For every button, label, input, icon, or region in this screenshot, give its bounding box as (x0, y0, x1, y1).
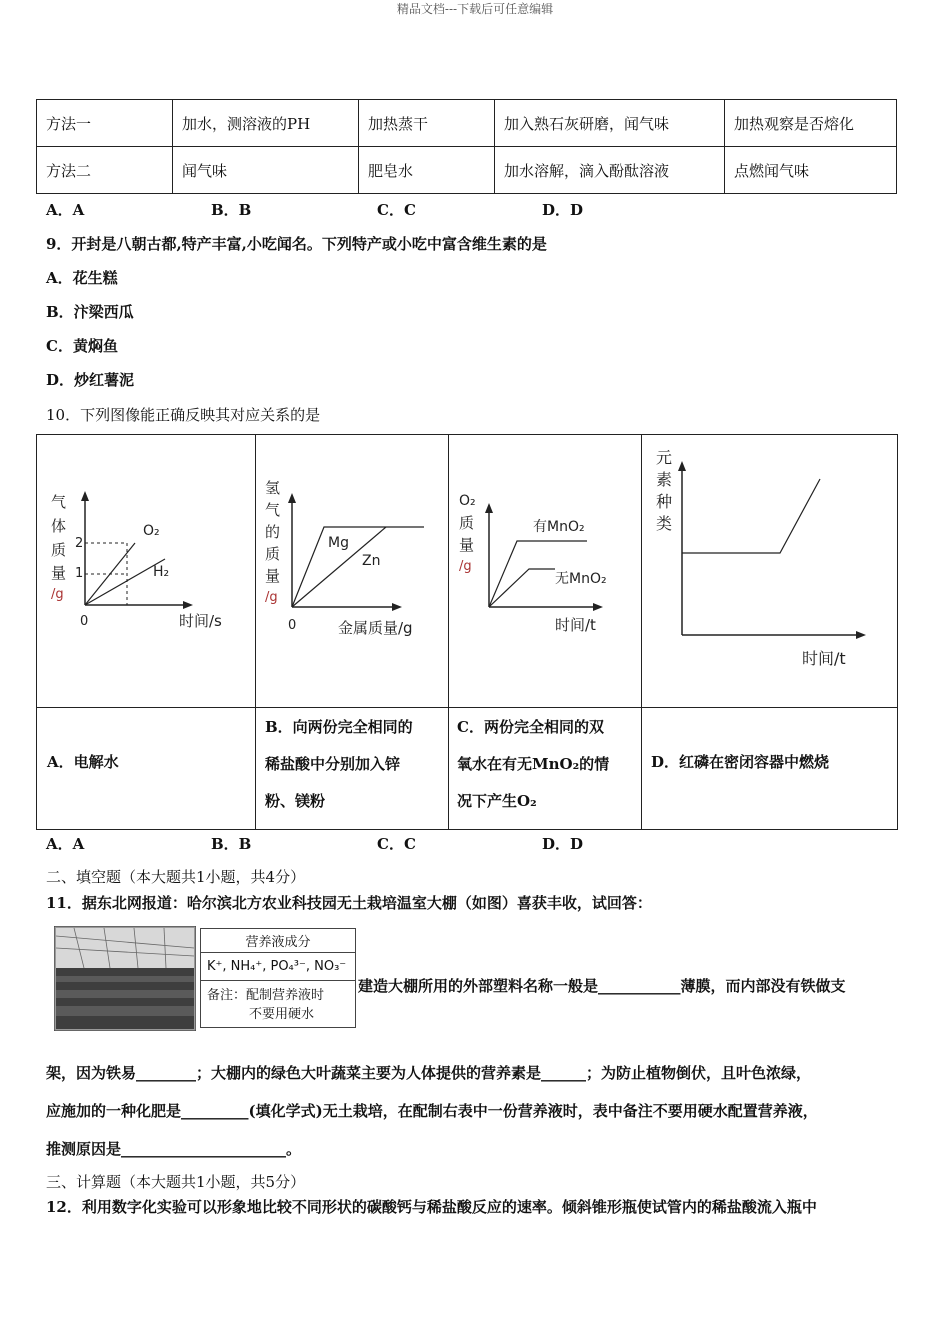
q9-option-c: C．黄焖鱼 (46, 337, 118, 355)
question-11-stem: 11．据东北网报道：哈尔滨北方农业科技园无土栽培温室大棚（如图）喜获丰收，试回答： (46, 894, 652, 912)
answer-option: D．D (542, 201, 584, 219)
chart-c-series-label: 有MnO₂ (533, 519, 585, 535)
table-cell: 方法一 (37, 100, 173, 147)
chart-b-ylabel: 气 (265, 501, 281, 519)
q11-line-1: 建造大棚所用的外部塑料名称一般是___________薄膜，而内部没有铁做支 (358, 977, 846, 995)
caption-line: B．向两份完全相同的 (265, 718, 413, 736)
chart-a-series-label: H₂ (153, 564, 170, 580)
question-10-stem: 10．下列图像能正确反映其对应关系的是 (46, 406, 321, 424)
table-cell: 加热蒸干 (359, 100, 495, 147)
caption-a: A．电解水 (47, 753, 119, 771)
chart-d-ylabel: 种 (656, 492, 673, 511)
q9-option-a: A．花生糕 (46, 269, 118, 287)
chart-a-line-h2 (85, 559, 165, 605)
chart-a-ylabel: 体 (51, 517, 67, 535)
chart-b-ylabel: 氢 (265, 479, 281, 497)
nutrient-title: 营养液成分 (201, 929, 355, 953)
answer-option: D．D (542, 835, 584, 853)
table-cell: 闻气味 (173, 147, 359, 194)
q11-line-2: 架，因为铁易________；大棚内的绿色大叶蔬菜主要为人体提供的营养素是______；为防止植物倒伏，且叶色浓绿， (46, 1064, 812, 1082)
chart-c-line-without-mno2 (489, 569, 555, 607)
chart-d-line (682, 479, 820, 553)
caption-b (265, 709, 413, 820)
q9-option-b: B．汴梁西瓜 (46, 303, 134, 321)
chart-b-origin: 0 (288, 618, 297, 633)
answer-option: B．B (211, 201, 252, 219)
greenhouse-photo (54, 926, 196, 1031)
table-row (37, 147, 897, 194)
caption-line: 氧水在有无MnO₂的情 (457, 755, 610, 773)
section-3-title: 三、计算题（本大题共1小题，共5分） (46, 1173, 306, 1191)
chart-c-series-label: 无MnO₂ (555, 571, 607, 587)
page-header: 精品文档---下载后可任意编辑 (396, 2, 554, 16)
answer-option: B．B (211, 835, 252, 853)
answer-option: C．C (377, 835, 416, 853)
chart-a-ylabel: 质 (51, 541, 67, 559)
answer-option: A．A (46, 201, 85, 219)
chart-b-ylabel: /g (265, 590, 278, 605)
chart-b-series-label: Mg (328, 535, 349, 551)
chart-b-line-mg (292, 527, 424, 607)
caption-line: 稀盐酸中分别加入锌 (265, 755, 401, 773)
question-9-stem: 9．开封是八朝古都,特产丰富,小吃闻名。下列特产或小吃中富含维生素的是 (46, 235, 547, 253)
section-2-title: 二、填空题（本大题共1小题，共4分） (46, 868, 306, 886)
chart-a-ylabel: /g (51, 587, 64, 602)
chart-a (37, 435, 255, 707)
chart-b-ylabel: 质 (265, 545, 281, 563)
chart-c-ylabel-top: O₂ (459, 493, 476, 509)
chart-d-ylabel: 类 (656, 514, 673, 533)
chart-c-ylabel: /g (459, 559, 472, 574)
chart-c (449, 435, 641, 707)
table-cell: 点燃闻气味 (725, 147, 897, 194)
chart-b (256, 435, 448, 707)
chart-b-series-label: Zn (362, 553, 381, 569)
table-cell: 方法二 (37, 147, 173, 194)
question-12-stem: 12．利用数字化实验可以形象地比较不同形状的碳酸钙与稀盐酸反应的速率。倾斜锥形瓶使试管内的稀盐酸流入瓶中 (46, 1198, 817, 1216)
methods-table (36, 99, 897, 194)
q9-option-d: D．炒红薯泥 (46, 371, 135, 389)
chart-a-ylabel: 气 (51, 493, 67, 511)
chart-a-ylabel: 量 (51, 564, 67, 582)
q11-line-3: 应施加的一种化肥是_________(填化学式)无土栽培，在配制右表中一份营养液时，表中备注不要用硬水配置营养液， (46, 1102, 818, 1120)
answer-option: C．C (377, 201, 416, 219)
graph-options-table (36, 434, 898, 830)
caption-line: 粉、镁粉 (265, 792, 326, 810)
nutrient-note: 不要用硬水 (249, 1007, 315, 1022)
nutrient-solution-table (200, 928, 356, 1028)
table-cell: 加热观察是否熔化 (725, 100, 897, 147)
chart-c-xlabel: 时间/t (555, 616, 596, 634)
chart-c-ylabel: 量 (459, 536, 475, 554)
chart-b-ylabel: 的 (265, 523, 281, 541)
table-cell: 加水，测溶液的PH (173, 100, 359, 147)
caption-line: C．两份完全相同的双 (457, 718, 604, 736)
q11-line-4: 推测原因是______________________。 (46, 1140, 302, 1158)
nutrient-ions: K⁺, NH₄⁺, PO₄³⁻, NO₃⁻ (201, 953, 355, 981)
chart-a-series-label: O₂ (143, 523, 160, 539)
chart-d-ylabel: 元 (656, 448, 673, 467)
table-cell: 肥皂水 (359, 147, 495, 194)
table-cell: 加入熟石灰研磨，闻气味 (495, 100, 725, 147)
chart-b-xlabel: 金属质量/g (338, 619, 413, 637)
chart-b-ylabel: 量 (265, 567, 281, 585)
caption-c (457, 709, 609, 820)
caption-d: D．红磷在密闭容器中燃烧 (651, 753, 830, 771)
chart-d-xlabel: 时间/t (802, 649, 846, 668)
chart-a-origin: 0 (80, 614, 89, 629)
chart-d-ylabel: 素 (656, 470, 673, 489)
caption-line: 况下产生O₂ (457, 792, 537, 810)
answer-option: A．A (46, 835, 85, 853)
table-cell: 加水溶解，滴入酚酞溶液 (495, 147, 725, 194)
table-row (37, 100, 897, 147)
chart-a-tick: 1 (75, 566, 84, 581)
chart-a-xlabel: 时间/s (179, 612, 222, 630)
chart-c-ylabel: 质 (459, 514, 475, 532)
chart-d (642, 435, 897, 707)
chart-a-tick: 2 (75, 536, 84, 551)
nutrient-note: 备注：配制营养液时 (207, 988, 325, 1003)
